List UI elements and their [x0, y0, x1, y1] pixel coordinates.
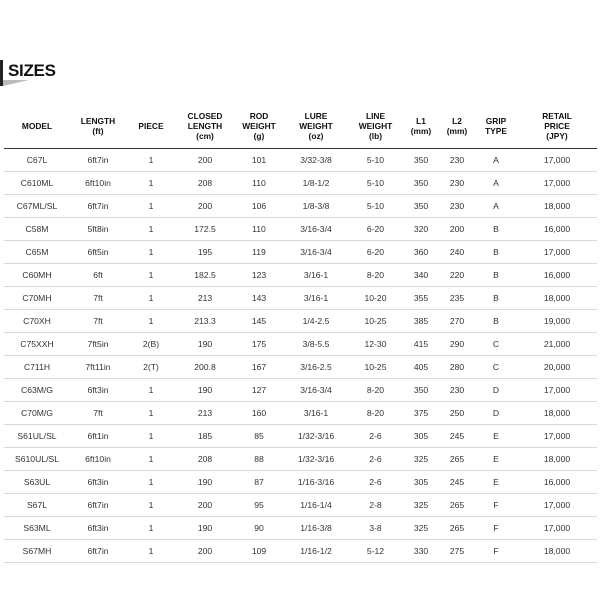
table-cell: 250 [439, 402, 475, 425]
table-cell: A [475, 149, 517, 172]
table-row [4, 471, 597, 494]
table-cell: 213.3 [176, 310, 234, 333]
table-row [4, 195, 597, 218]
table-cell: 208 [176, 448, 234, 471]
table-cell: 3/16-3/4 [284, 379, 348, 402]
table-cell: 172.5 [176, 218, 234, 241]
table-cell: 1 [126, 264, 176, 287]
column-header-line: (oz) [308, 130, 324, 141]
table-cell: 16,000 [517, 218, 597, 241]
table-cell: 87 [234, 471, 284, 494]
table-cell: 17,000 [517, 425, 597, 448]
table-cell: 190 [176, 333, 234, 356]
column-header-line: WEIGHT [242, 120, 276, 131]
table-cell: 10-20 [348, 287, 403, 310]
table-cell: B [475, 264, 517, 287]
table-cell: B [475, 287, 517, 310]
column-header-line: (ft) [92, 125, 104, 136]
table-cell: 5-10 [348, 149, 403, 172]
table-cell: 18,000 [517, 402, 597, 425]
table-cell: 2-6 [348, 448, 403, 471]
table-cell: 1 [126, 471, 176, 494]
table-cell: 325 [403, 448, 439, 471]
page-title: SIZES [8, 61, 56, 80]
column-header-line: L1 [416, 115, 426, 126]
table-cell: 110 [234, 172, 284, 195]
table-header-row [4, 103, 597, 149]
table-cell: 290 [439, 333, 475, 356]
table-cell: 3-8 [348, 517, 403, 540]
table-cell: 1/16-3/8 [284, 517, 348, 540]
table-cell: C60MH [4, 264, 70, 287]
table-cell: 245 [439, 471, 475, 494]
table-cell: 6ft10in [70, 172, 126, 195]
table-row [4, 333, 597, 356]
table-cell: 8-20 [348, 402, 403, 425]
table-cell: 8-20 [348, 379, 403, 402]
table-row [4, 517, 597, 540]
table-cell: 18,000 [517, 287, 597, 310]
table-cell: 1/8-1/2 [284, 172, 348, 195]
column-header [284, 103, 348, 149]
table-cell: 200 [439, 218, 475, 241]
table-cell: 2(T) [126, 356, 176, 379]
table-cell: 1 [126, 517, 176, 540]
table-cell: 12-30 [348, 333, 403, 356]
table-cell: 230 [439, 149, 475, 172]
column-header [4, 103, 70, 149]
table-cell: 350 [403, 195, 439, 218]
table-cell: 6ft1in [70, 425, 126, 448]
table-cell: 167 [234, 356, 284, 379]
table-cell: 3/16-1 [284, 287, 348, 310]
table-row [4, 425, 597, 448]
column-header-line: TYPE [485, 125, 507, 136]
table-cell: 7ft [70, 287, 126, 310]
table-cell: 160 [234, 402, 284, 425]
column-header-line: L2 [452, 115, 462, 126]
table-cell: S61UL/SL [4, 425, 70, 448]
column-header-line: MODEL [21, 120, 53, 131]
table-cell: 6ft [70, 264, 126, 287]
table-cell: 1 [126, 241, 176, 264]
column-header [176, 103, 234, 149]
table-cell: 245 [439, 425, 475, 448]
table-cell: 6ft7in [70, 540, 126, 563]
table-cell: 1/16-3/16 [284, 471, 348, 494]
table-cell: 109 [234, 540, 284, 563]
table-cell: 6-20 [348, 241, 403, 264]
table-cell: C65M [4, 241, 70, 264]
table-cell: 6ft7in [70, 149, 126, 172]
table-cell: 3/16-3/4 [284, 241, 348, 264]
table-cell: 265 [439, 517, 475, 540]
table-cell: A [475, 172, 517, 195]
table-cell: 5ft8in [70, 218, 126, 241]
table-cell: 16,000 [517, 264, 597, 287]
table-cell: 200 [176, 494, 234, 517]
table-cell: 220 [439, 264, 475, 287]
column-header [403, 103, 439, 149]
column-header [517, 103, 597, 149]
table-cell: 7ft5in [70, 333, 126, 356]
table-cell: S67L [4, 494, 70, 517]
column-header-line: LENGTH [187, 120, 223, 131]
table-cell: 200.8 [176, 356, 234, 379]
table-cell: S67MH [4, 540, 70, 563]
column-header-line: (mm) [446, 125, 468, 136]
table-cell: D [475, 402, 517, 425]
table-cell: 200 [176, 195, 234, 218]
table-cell: C [475, 333, 517, 356]
table-cell: 230 [439, 172, 475, 195]
section-title-block [0, 58, 60, 88]
table-cell: C70M/G [4, 402, 70, 425]
table-cell: 1 [126, 379, 176, 402]
table-cell: 7ft11in [70, 356, 126, 379]
table-cell: 325 [403, 494, 439, 517]
column-header-line: PRICE [544, 120, 570, 131]
table-row [4, 218, 597, 241]
table-cell: 123 [234, 264, 284, 287]
table-cell: 10-25 [348, 356, 403, 379]
table-row [4, 448, 597, 471]
table-cell: 3/16-2.5 [284, 356, 348, 379]
table-cell: 405 [403, 356, 439, 379]
table-cell: 127 [234, 379, 284, 402]
table-cell: 325 [403, 517, 439, 540]
table-cell: 2-8 [348, 494, 403, 517]
table-cell: 3/16-1 [284, 264, 348, 287]
table-cell: 1/16-1/4 [284, 494, 348, 517]
table-cell: S63ML [4, 517, 70, 540]
table-cell: 195 [176, 241, 234, 264]
table-cell: 6ft7in [70, 494, 126, 517]
table-row [4, 494, 597, 517]
table-cell: C70MH [4, 287, 70, 310]
table-cell: 265 [439, 494, 475, 517]
table-cell: E [475, 471, 517, 494]
table-cell: 110 [234, 218, 284, 241]
table-cell: C67ML/SL [4, 195, 70, 218]
table-cell: 185 [176, 425, 234, 448]
table-cell: 10-25 [348, 310, 403, 333]
table-cell: 1/32-3/16 [284, 448, 348, 471]
table-cell: D [475, 379, 517, 402]
table-cell: 6-20 [348, 218, 403, 241]
table-cell: C67L [4, 149, 70, 172]
table-cell: 213 [176, 287, 234, 310]
table-cell: 1 [126, 448, 176, 471]
table-cell: 19,000 [517, 310, 597, 333]
table-cell: 5-10 [348, 195, 403, 218]
column-header [70, 103, 126, 149]
table-cell: 415 [403, 333, 439, 356]
table-cell: C610ML [4, 172, 70, 195]
table-cell: 88 [234, 448, 284, 471]
table-cell: 200 [176, 149, 234, 172]
table-cell: 1/4-2.5 [284, 310, 348, 333]
table-cell: 1 [126, 310, 176, 333]
table-cell: 190 [176, 517, 234, 540]
table-row [4, 356, 597, 379]
column-header-line: LINE [365, 110, 386, 121]
table-cell: 119 [234, 241, 284, 264]
table-cell: 350 [403, 379, 439, 402]
table-cell: 2-6 [348, 471, 403, 494]
column-header-line: (cm) [196, 130, 214, 141]
table-cell: 5-12 [348, 540, 403, 563]
table-cell: 101 [234, 149, 284, 172]
table-row [4, 540, 597, 563]
table-cell: 1 [126, 195, 176, 218]
table-row [4, 264, 597, 287]
table-cell: 7ft [70, 402, 126, 425]
column-header [126, 103, 176, 149]
column-header [234, 103, 284, 149]
table-cell: 18,000 [517, 540, 597, 563]
table-cell: 21,000 [517, 333, 597, 356]
table-row [4, 241, 597, 264]
table-cell: 2(B) [126, 333, 176, 356]
table-cell: F [475, 540, 517, 563]
table-cell: 8-20 [348, 264, 403, 287]
table-cell: 17,000 [517, 494, 597, 517]
table-cell: 1 [126, 218, 176, 241]
table-cell: 305 [403, 425, 439, 448]
table-cell: 280 [439, 356, 475, 379]
table-cell: 6ft3in [70, 517, 126, 540]
table-cell: 17,000 [517, 172, 597, 195]
table-cell: 355 [403, 287, 439, 310]
table-cell: 106 [234, 195, 284, 218]
table-cell: 230 [439, 379, 475, 402]
table-cell: 350 [403, 149, 439, 172]
table-cell: A [475, 195, 517, 218]
column-header-line: ROD [249, 110, 269, 121]
table-cell: 143 [234, 287, 284, 310]
table-cell: C58M [4, 218, 70, 241]
table-cell: C [475, 356, 517, 379]
table-cell: 1/8-3/8 [284, 195, 348, 218]
table-cell: 240 [439, 241, 475, 264]
table-cell: 3/16-1 [284, 402, 348, 425]
column-header [348, 103, 403, 149]
table-cell: 85 [234, 425, 284, 448]
table-cell: 17,000 [517, 379, 597, 402]
table-row [4, 379, 597, 402]
table-cell: 6ft3in [70, 471, 126, 494]
table-row [4, 149, 597, 172]
table-cell: 230 [439, 195, 475, 218]
table-cell: 6ft3in [70, 379, 126, 402]
column-header-line: (mm) [410, 125, 432, 136]
table-cell: 1/32-3/16 [284, 425, 348, 448]
table-cell: 330 [403, 540, 439, 563]
table-row [4, 172, 597, 195]
table-row [4, 310, 597, 333]
table-row [4, 287, 597, 310]
column-header-line: LENGTH [80, 115, 116, 126]
table-cell: 17,000 [517, 517, 597, 540]
column-header-line: CLOSED [187, 110, 223, 121]
table-cell: 18,000 [517, 448, 597, 471]
column-header-line: (g) [253, 130, 265, 141]
table-cell: 1 [126, 149, 176, 172]
table-cell: 305 [403, 471, 439, 494]
table-cell: 1 [126, 540, 176, 563]
table-cell: 340 [403, 264, 439, 287]
table-cell: 1 [126, 402, 176, 425]
table-cell: 5-10 [348, 172, 403, 195]
table-cell: 208 [176, 172, 234, 195]
table-cell: F [475, 494, 517, 517]
table-cell: 3/8-5.5 [284, 333, 348, 356]
table-cell: C70XH [4, 310, 70, 333]
table-cell: 1 [126, 425, 176, 448]
table-cell: B [475, 218, 517, 241]
table-cell: 2-6 [348, 425, 403, 448]
column-header-line: PIECE [138, 120, 164, 131]
table-cell: C75XXH [4, 333, 70, 356]
column-header-line: (lb) [368, 130, 383, 141]
table-cell: 235 [439, 287, 475, 310]
column-header-line: RETAIL [542, 110, 572, 121]
column-header-line: WEIGHT [358, 120, 393, 131]
table-cell: 18,000 [517, 195, 597, 218]
table-cell: 95 [234, 494, 284, 517]
column-header-line: LURE [304, 110, 328, 121]
table-row [4, 402, 597, 425]
table-cell: S63UL [4, 471, 70, 494]
table-cell: 190 [176, 379, 234, 402]
column-header-line: WEIGHT [299, 120, 333, 131]
table-cell: 213 [176, 402, 234, 425]
table-cell: 90 [234, 517, 284, 540]
table-cell: B [475, 241, 517, 264]
column-header-line: GRIP [485, 115, 507, 126]
table-cell: 17,000 [517, 149, 597, 172]
table-cell: 270 [439, 310, 475, 333]
table-cell: 3/32-3/8 [284, 149, 348, 172]
table-cell: 275 [439, 540, 475, 563]
table-cell: 265 [439, 448, 475, 471]
table-cell: 1 [126, 172, 176, 195]
table-cell: 182.5 [176, 264, 234, 287]
table-cell: 6ft5in [70, 241, 126, 264]
table-cell: 190 [176, 471, 234, 494]
table-cell: C63M/G [4, 379, 70, 402]
table-cell: 320 [403, 218, 439, 241]
table-cell: 6ft7in [70, 195, 126, 218]
table-cell: B [475, 310, 517, 333]
column-header-line: (JPY) [546, 130, 568, 141]
sizes-table [4, 103, 597, 563]
table-cell: 1/16-1/2 [284, 540, 348, 563]
table-cell: 145 [234, 310, 284, 333]
table-cell: 7ft [70, 310, 126, 333]
table-cell: 16,000 [517, 471, 597, 494]
table-cell: 1 [126, 494, 176, 517]
table-cell: 360 [403, 241, 439, 264]
table-cell: 350 [403, 172, 439, 195]
table-cell: 375 [403, 402, 439, 425]
column-header [475, 103, 517, 149]
table-body [4, 149, 597, 563]
table-cell: 175 [234, 333, 284, 356]
table-cell: S610UL/SL [4, 448, 70, 471]
table-cell: 6ft10in [70, 448, 126, 471]
table-cell: F [475, 517, 517, 540]
table-cell: 17,000 [517, 241, 597, 264]
table-cell: 20,000 [517, 356, 597, 379]
table-cell: E [475, 425, 517, 448]
table-cell: 385 [403, 310, 439, 333]
table-cell: 200 [176, 540, 234, 563]
table-cell: C711H [4, 356, 70, 379]
table-cell: 3/16-3/4 [284, 218, 348, 241]
table-cell: 1 [126, 287, 176, 310]
column-header [439, 103, 475, 149]
table-cell: E [475, 448, 517, 471]
